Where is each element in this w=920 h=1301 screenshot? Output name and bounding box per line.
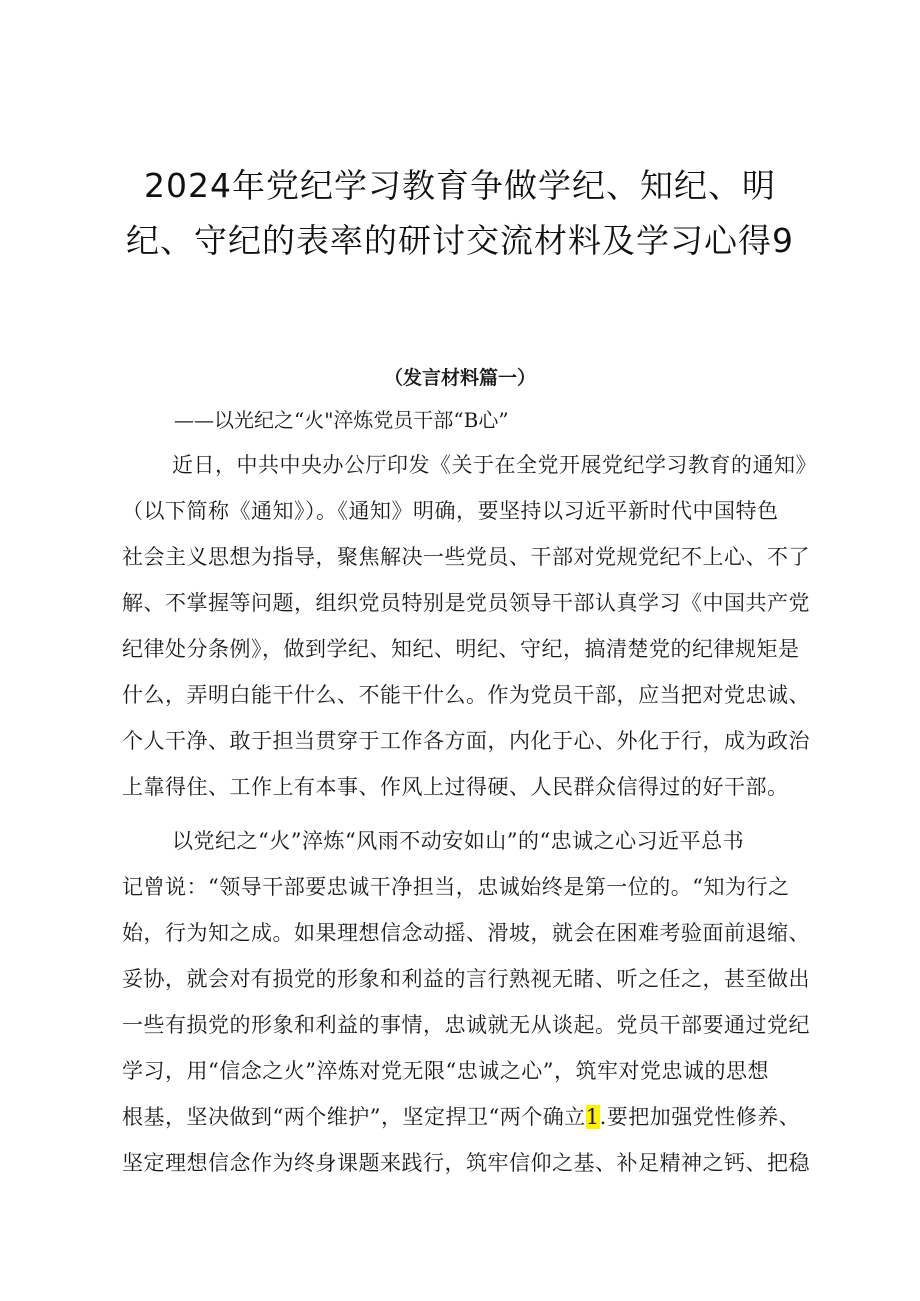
paragraph2-line: 学习，用“信念之火”淬炼对党无限“忠诚之心”，筑牢对党忠诚的思想 [122, 1059, 769, 1083]
paragraph1-line: （以下简称《通知》）。《通知》明确，要坚持以习近平新时代中国特色 [122, 499, 779, 523]
subtitle: ——以光纪之“火"淬炼党员干部“B心” [174, 408, 509, 432]
document-title [120, 158, 800, 268]
paragraph2-line: 以党纪之“火”淬炼“风雨不动安如山”的“忠诚之心习近平总书 [172, 829, 745, 853]
paragraph1-line: 解、不掌握等问题，组织党员特别是党员领导干部认真学习《中国共产党 [122, 591, 810, 615]
paragraph1-line: 个人干净、敢于担当贯穿于工作各方面，内化于心、外化于行，成为政治 [122, 729, 810, 753]
paragraph2-line: 一些有损党的形象和利益的事情，忠诚就无从谈起。党员干部要通过党纪 [122, 1013, 810, 1037]
title-line: 纪、守纪的表率的研讨交流材料及学习心得9 [126, 221, 794, 260]
paragraph2-line [122, 1102, 800, 1132]
paragraph1-line: 社会主义思想为指导，聚焦解决一些党员、干部对党规党纪不上心、不了 [122, 545, 810, 569]
title-line: 2024年党纪学习教育争做学纪、知纪、明 [144, 166, 776, 205]
paragraph2-line: 坚定理想信念作为终身课题来践行，筑牢信仰之基、补足精神之钙、把稳 [122, 1151, 810, 1175]
paragraph1-line: 上靠得住、工作上有本事、作风上过得硬、人民群众信得过的好干部。 [122, 775, 789, 799]
text-segment: 根基，坚决做到“两个维护”，坚定捍卫“两个确立 [122, 1105, 586, 1129]
paragraph1-line: 纪律处分条例》，做到学纪、知纪、明纪、守纪，搞清楚党的纪律规矩是 [122, 637, 800, 661]
paragraph1-line: 什么，弄明白能干什么、不能干什么。作为党员干部，应当把对党忠诚、 [122, 683, 810, 707]
section-heading: （发言材料篇一） [383, 367, 536, 389]
paragraph2-line: 始，行为知之成。如果理想信念动摇、滑坡，就会在困难考验面前退缩、 [122, 921, 810, 945]
paragraph1-line: 近日，中共中央办公厅印发《关于在全党开展党纪学习教育的通知》 [172, 453, 817, 477]
paragraph2-line: 记曾说：“领导干部要忠诚干净担当，忠诚始终是第一位的。“知为行之 [122, 875, 790, 899]
highlighted-text: 1 [585, 1105, 600, 1129]
paragraph2-line: 妥协，就会对有损党的形象和利益的言行熟视无睹、听之任之，甚至做出 [122, 967, 810, 991]
text-segment: .要把加强党性修养、 [599, 1105, 801, 1129]
